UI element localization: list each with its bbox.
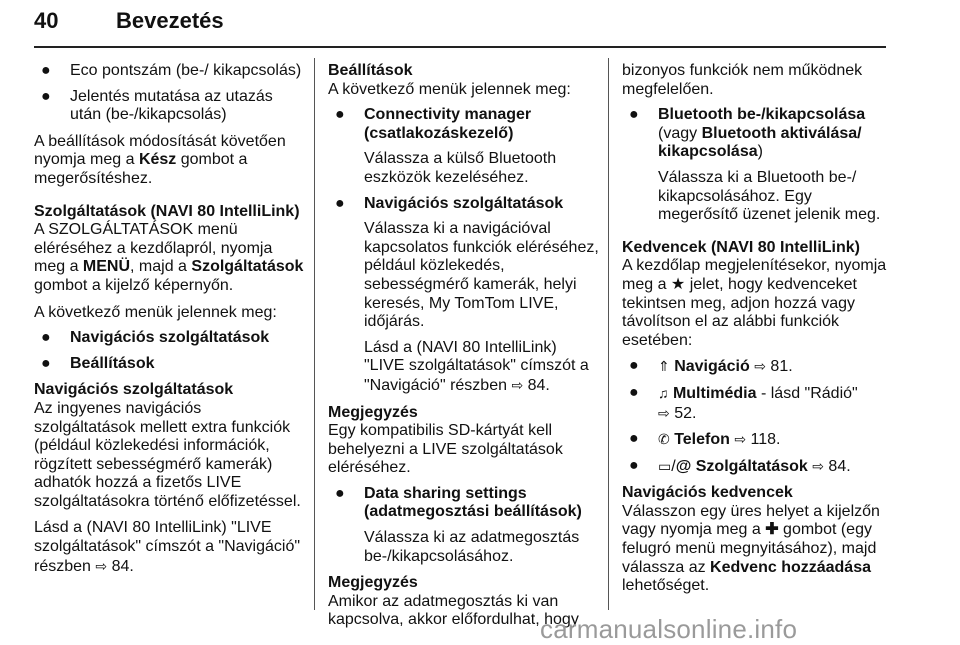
list-item: ● Beállítások [41, 354, 155, 372]
paragraph: Lásd a (NAVI 80 IntelliLink) "LIVE szolgáltatások" címszót a "Navigáció" részben ⇨ 84. [34, 519, 301, 575]
column-2 [328, 62, 600, 630]
folder-icon: ▭ [658, 457, 672, 474]
page-ref-icon: ⇨ [754, 358, 766, 375]
column-divider-2 [608, 58, 609, 610]
list-item: ● Bluetooth be-/kikapcsolása (vagy Bluetooth aktiválása/ kikapcsolása) [629, 106, 866, 161]
paragraph: A kezdőlap megjelenítésekor, nyomja meg a ★ jelet, hogy kedvenceket tekintsen meg, adjon hozzá vagy távolítson el az alábbi funkciók esetében: [622, 257, 887, 349]
list-item: ● Jelentés mutatása az utazás után (be-/kikapcsolás) [41, 87, 273, 124]
note-heading: Megjegyzés [328, 403, 418, 421]
list-item: ● ⇑ Navigáció ⇨ 81. [629, 357, 793, 376]
list-item: ● Connectivity manager (csatlakozáskezelő) [335, 106, 532, 142]
paragraph: Válassza ki az adatmegosztás be-/kikapcsolásához. [364, 529, 580, 565]
watermark: carmanualsonline.info [540, 614, 798, 644]
column-3 [622, 62, 894, 596]
list-item: ● Navigációs szolgáltatások [335, 194, 564, 212]
paragraph: Az ingyenes navigációs szolgáltatások mellett extra funkciók (például közlekedési információk, rögzített sebességmérő kamerák) adhatók hozzá a fizetős LIVE szolgáltatásokra történő előfizetéssel. [34, 399, 301, 510]
page-ref-icon: ⇨ [734, 431, 747, 448]
column-divider-1 [314, 58, 315, 610]
paragraph: bizonyos funkciók nem működnek megfelelően. [622, 62, 863, 98]
list-item: ● ✆ Telefon ⇨ 118. [629, 430, 781, 449]
paragraph: Válassza ki a Bluetooth be-/ kikapcsolásához. Egy megerősítő üzenet jelenik meg. [658, 168, 881, 224]
at-icon: @ [675, 457, 692, 475]
paragraph: Amikor az adatmegosztás ki van kapcsolva, akkor előfordulhat, hogy [328, 592, 579, 629]
list-item: ● ♫ Multimédia - lásd "Rádió" ⇨ 52. [629, 383, 858, 422]
paragraph: Válassza ki a navigációval kapcsolatos funkciók eléréséhez, például közlekedés, sebességmérő kamerák, helyi keresés, My TomTom LIVE, időjárás. [364, 220, 599, 331]
section-heading: Navigációs kedvencek [622, 484, 793, 502]
paragraph: A beállítások módosítását követően nyomja meg a Kész gombot a megerősítéshez. [34, 132, 286, 187]
plus-icon: ✚ [765, 521, 779, 539]
home-arrow-icon: ⇑ [658, 358, 670, 375]
section-heading: Beállítások [328, 62, 413, 79]
music-note-icon: ♫ [658, 384, 669, 401]
star-icon: ★ [670, 275, 686, 293]
paragraph: Lásd a (NAVI 80 IntelliLink) "LIVE szolgáltatások" címszót a "Navigáció" részben ⇨ 84. [364, 338, 589, 394]
list-item: ● ▭/@ Szolgáltatások ⇨ 84. [629, 456, 851, 475]
paragraph: A következő menük jelennek meg: [34, 303, 277, 321]
list-item: ● Data sharing settings (adatmegosztási beállítások) [335, 484, 582, 521]
section-heading: Kedvencek (NAVI 80 IntelliLink) [622, 238, 860, 256]
paragraph: Válasszon egy üres helyet a kijelzőn vagy nyomja meg a ✚ gombot (egy felugró menü megnyitásához), majd válassza az Kedvenc hozzáadása lehetőséget. [622, 502, 880, 595]
section-heading: Szolgáltatások (NAVI 80 IntelliLink) [34, 202, 300, 220]
page-ref-icon: ⇨ [812, 457, 824, 474]
phone-icon: ✆ [658, 431, 670, 448]
page-header [34, 6, 886, 46]
list-item: ● Navigációs szolgáltatások [41, 329, 270, 347]
paragraph: A SZOLGÁLTATÁSOK menü eléréséhez a kezdőlapról, nyomja meg a MENÜ, majd a Szolgáltatások gombot a kijelző képernyőn. [34, 221, 304, 294]
paragraph: Válassza a külső Bluetooth eszközök kezeléséhez. [364, 150, 557, 186]
page-ref-icon: ⇨ [658, 404, 670, 421]
note-heading: Megjegyzés [328, 574, 418, 592]
chapter-title: Bevezetés [116, 8, 224, 33]
section-heading: Navigációs szolgáltatások [34, 381, 234, 399]
page-number: 40 [34, 8, 59, 33]
column-1 [34, 62, 306, 576]
page-ref-icon: ⇨ [511, 376, 524, 393]
paragraph: Egy kompatibilis SD-kártyát kell behelyezni a LIVE szolgáltatások eléréséhez. [328, 422, 563, 477]
paragraph: A következő menük jelennek meg: [328, 80, 571, 98]
page-ref-icon: ⇨ [95, 557, 108, 574]
list-item: ● Eco pontszám (be-/ kikapcsolás) [41, 62, 302, 79]
header-rule [34, 46, 886, 48]
